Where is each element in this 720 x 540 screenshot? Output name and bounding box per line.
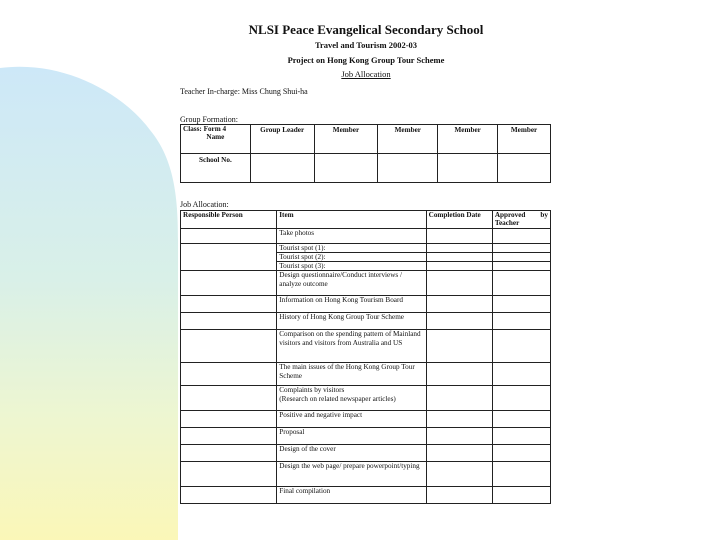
approval-cell[interactable] (492, 243, 550, 252)
school-title: NLSI Peace Evangelical Secondary School (248, 22, 484, 37)
date-cell[interactable] (426, 363, 492, 386)
person-cell[interactable] (181, 296, 277, 313)
approval-cell[interactable] (492, 445, 550, 462)
item-cell: Tourist spot (1): (277, 243, 426, 252)
table-row (181, 363, 551, 386)
person-cell[interactable] (181, 386, 277, 411)
item-line: (Research on related newspaper articles) (279, 394, 396, 403)
date-cell[interactable] (426, 262, 492, 271)
project-title: Project on Hong Kong Group Tour Scheme (287, 55, 445, 65)
person-cell[interactable] (181, 411, 277, 428)
item-cell: Tourist spot (3): (277, 262, 426, 271)
date-cell[interactable] (426, 411, 492, 428)
date-cell[interactable] (426, 330, 492, 363)
table-row (181, 330, 551, 363)
header-responsible-person: Responsible Person (181, 211, 277, 229)
person-cell[interactable] (181, 313, 277, 330)
table-cell[interactable] (250, 154, 314, 183)
table-cell[interactable] (378, 154, 438, 183)
group-formation-table (180, 124, 551, 183)
item-cell: Positive and negative impact (277, 411, 426, 428)
approved-by-line (495, 211, 548, 219)
approval-cell[interactable] (492, 271, 550, 296)
section-title: Job Allocation (341, 69, 391, 79)
date-cell[interactable] (426, 487, 492, 504)
class-label: Class: Form 4 (183, 125, 227, 133)
approval-cell[interactable] (492, 363, 550, 386)
approval-cell[interactable] (492, 262, 550, 271)
approval-cell[interactable] (492, 252, 550, 261)
table-row (181, 154, 551, 183)
date-cell[interactable] (426, 228, 492, 243)
person-cell[interactable] (181, 330, 277, 363)
header-member: Member (498, 125, 551, 154)
group-formation-label: Group Formation: (180, 115, 238, 124)
approval-cell[interactable] (492, 428, 550, 445)
item-cell: Take photos (277, 228, 426, 243)
subject-title: Travel and Tourism 2002-03 (314, 40, 418, 50)
approval-cell[interactable] (492, 330, 550, 363)
item-cell: Tourist spot (2): (277, 252, 426, 261)
header-member: Member (314, 125, 378, 154)
item-cell: History of Hong Kong Group Tour Scheme (277, 313, 426, 330)
date-cell[interactable] (426, 445, 492, 462)
teacher-line: Teacher In-charge: Miss Chung Shui-ha (180, 87, 308, 96)
item-cell: Comparison on the spending pattern of Mainland visitors and visitors from Australia and US (277, 330, 426, 363)
table-row (181, 211, 551, 229)
item-line: Complaints by visitors (279, 386, 345, 395)
job-allocation-label: Job Allocation: (180, 200, 229, 209)
item-cell: The main issues of the Hong Kong Group Tour Scheme (277, 363, 426, 386)
approval-cell[interactable] (492, 228, 550, 243)
date-cell[interactable] (426, 428, 492, 445)
table-row (181, 271, 551, 296)
teacher-label: Teacher (494, 219, 520, 228)
date-cell[interactable] (426, 296, 492, 313)
name-label: Name (206, 133, 225, 142)
table-row (181, 487, 551, 504)
approval-cell[interactable] (492, 296, 550, 313)
date-cell[interactable] (426, 252, 492, 261)
item-cell (277, 386, 426, 411)
table-row (181, 386, 551, 411)
table-row (181, 296, 551, 313)
approval-cell[interactable] (492, 462, 550, 487)
date-cell[interactable] (426, 462, 492, 487)
approval-cell[interactable] (492, 313, 550, 330)
table-row (181, 125, 551, 154)
header-completion-date: Completion Date (426, 211, 492, 229)
date-cell[interactable] (426, 386, 492, 411)
header-approved-by-teacher (492, 211, 550, 229)
item-cell: Information on Hong Kong Tourism Board (277, 296, 426, 313)
date-cell[interactable] (426, 243, 492, 252)
item-cell: Design of the cover (277, 445, 426, 462)
person-cell[interactable] (181, 363, 277, 386)
school-no-label: School No. (181, 154, 251, 183)
class-name-cell (181, 125, 251, 154)
person-cell[interactable] (181, 243, 277, 271)
table-cell[interactable] (498, 154, 551, 183)
table-cell[interactable] (314, 154, 378, 183)
table-cell[interactable] (438, 154, 498, 183)
table-row (181, 411, 551, 428)
person-cell[interactable] (181, 228, 277, 243)
item-cell: Design the web page/ prepare powerpoint/typing (277, 462, 426, 487)
table-row (181, 428, 551, 445)
by-label: by (540, 211, 548, 219)
header-item: Item (277, 211, 426, 229)
person-cell[interactable] (181, 487, 277, 504)
person-cell[interactable] (181, 428, 277, 445)
person-cell[interactable] (181, 445, 277, 462)
item-cell: Final compilation (277, 487, 426, 504)
table-row (181, 243, 551, 252)
approval-cell[interactable] (492, 487, 550, 504)
item-cell: Proposal (277, 428, 426, 445)
table-row (181, 462, 551, 487)
approval-cell[interactable] (492, 411, 550, 428)
table-row (181, 313, 551, 330)
date-cell[interactable] (426, 313, 492, 330)
date-cell[interactable] (426, 271, 492, 296)
header-member: Member (438, 125, 498, 154)
header-group-leader: Group Leader (250, 125, 314, 154)
person-cell[interactable] (181, 462, 277, 487)
header-member: Member (378, 125, 438, 154)
approved-label: Approved (494, 211, 526, 219)
job-allocation-table (180, 210, 551, 504)
table-row (181, 228, 551, 243)
item-cell: Design questionnaire/Conduct interviews / analyze outcome (277, 271, 426, 296)
approval-cell[interactable] (492, 386, 550, 411)
person-cell[interactable] (181, 271, 277, 296)
table-row (181, 445, 551, 462)
